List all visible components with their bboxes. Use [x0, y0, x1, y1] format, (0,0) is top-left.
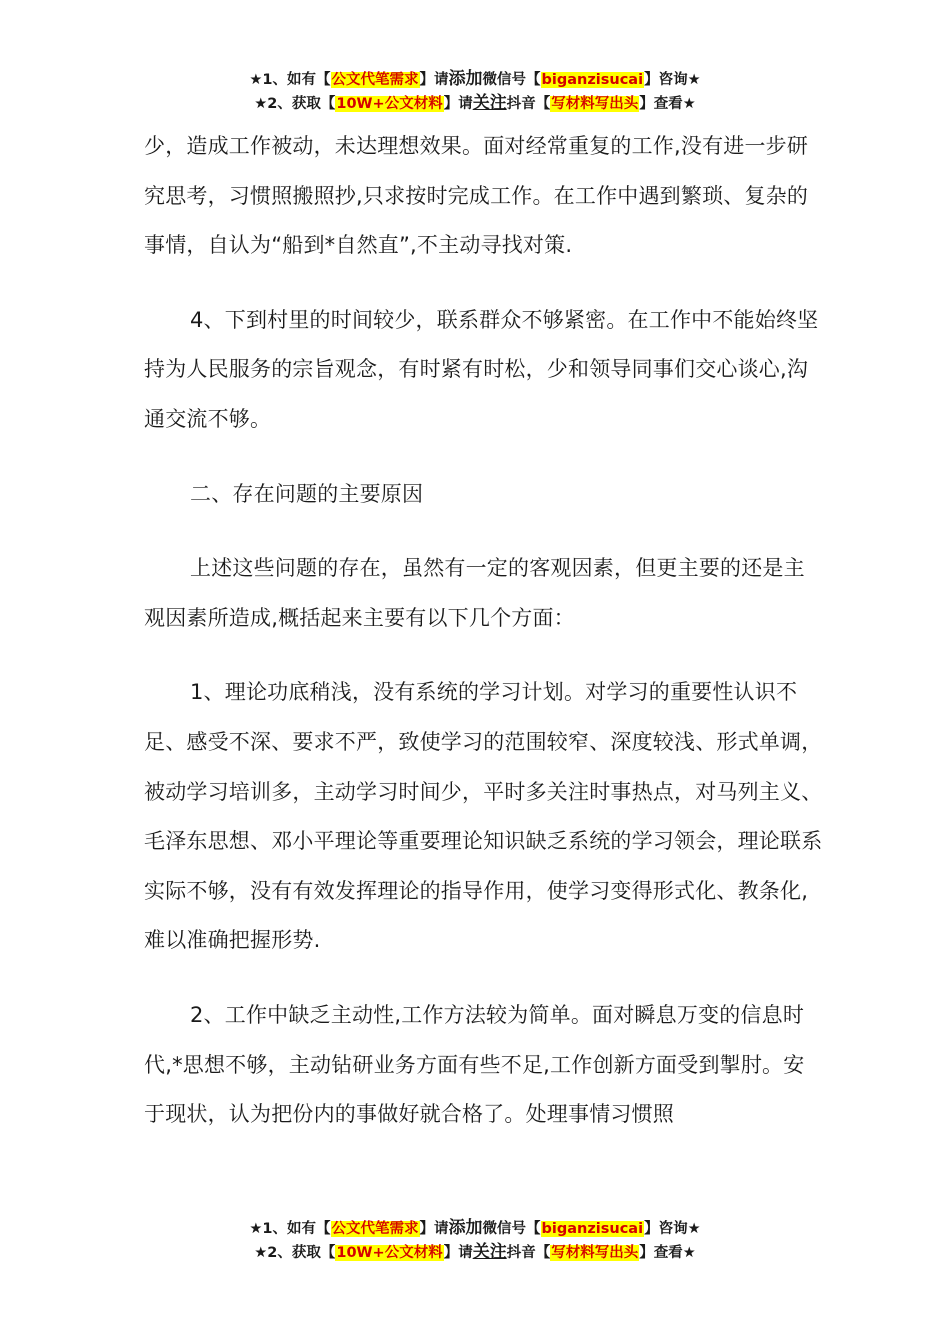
- banner-text: 抖音【: [506, 96, 551, 112]
- paragraph: 2、工作中缺乏主动性,工作方法较为简单。面对瞬息万变的信息时代,*思想不够，主动钻研业务方面有些不足,工作创新方面受到掣肘。安于现状，认为把份内的事做好就合格了。处理事情习惯照: [144, 1002, 805, 1127]
- section-heading: 二、存在问题的主要原因: [190, 481, 424, 506]
- banner-line-1: [0, 1217, 950, 1241]
- banner-text: 】请: [419, 1221, 449, 1237]
- banner-emphasis: 关注: [472, 93, 507, 113]
- banner-emphasis: 添加: [448, 1218, 483, 1238]
- footer-banner: [0, 1217, 950, 1265]
- banner-highlight: biganzisucai: [541, 1221, 644, 1237]
- banner-highlight: 公文代笔需求: [331, 72, 419, 88]
- banner-text: ★2、获取【: [254, 96, 336, 112]
- header-banner: [0, 68, 950, 116]
- banner-highlight: 10W+公文材料: [336, 96, 443, 112]
- document-body: [144, 122, 824, 1165]
- banner-text: 】咨询★: [644, 1221, 701, 1237]
- banner-text: 微信号【: [482, 1221, 541, 1237]
- paragraph: 上述这些问题的存在，虽然有一定的客观因素，但更主要的还是主观因素所造成,概括起来主要有以下几个方面：: [144, 556, 805, 630]
- banner-emphasis: 关注: [472, 1242, 507, 1262]
- banner-highlight: 10W+公文材料: [336, 1245, 443, 1261]
- banner-line-2: [0, 1241, 950, 1265]
- banner-text: 】咨询★: [644, 72, 701, 88]
- banner-text: ★2、获取【: [254, 1245, 336, 1261]
- banner-text: ★1、如有【: [249, 72, 331, 88]
- banner-text: 】请: [443, 1245, 473, 1261]
- paragraph: 4、下到村里的时间较少，联系群众不够紧密。在工作中不能始终坚持为人民服务的宗旨观念，有时紧有时松，少和领导同事们交心谈心,沟通交流不够。: [144, 307, 819, 431]
- banner-text: 】查看★: [639, 96, 696, 112]
- banner-text: 抖音【: [506, 1245, 551, 1261]
- banner-highlight: 写材料写出头: [551, 1245, 639, 1261]
- banner-line-1: [0, 68, 950, 92]
- banner-line-2: [0, 92, 950, 116]
- banner-text: 】请: [419, 72, 449, 88]
- paragraph: 少，造成工作被动，未达理想效果。面对经常重复的工作,没有进一步研究思考，习惯照搬照抄,只求按时完成工作。在工作中遇到繁琐、复杂的事情，自认为“船到*自然直”,不主动寻找对策.: [144, 134, 809, 258]
- paragraph: 1、理论功底稍浅，没有系统的学习计划。对学习的重要性认识不足、感受不深、要求不严，致使学习的范围较窄、深度较浅、形式单调，被动学习培训多，主动学习时间少，平时多关注时事热点，对马列主义、毛泽东思想、邓小平理论等重要理论知识缺乏系统的学习领会，理论联系实际不够，没有有效发挥理论的指导作用，使学习变得形式化、教条化,难以准确把握形势.: [144, 680, 823, 953]
- banner-highlight: biganzisucai: [541, 72, 644, 88]
- banner-highlight: 写材料写出头: [551, 96, 639, 112]
- banner-emphasis: 添加: [448, 69, 483, 89]
- banner-text: ★1、如有【: [249, 1221, 331, 1237]
- banner-highlight: 公文代笔需求: [331, 1221, 419, 1237]
- banner-text: 】查看★: [639, 1245, 696, 1261]
- banner-text: 】请: [443, 96, 473, 112]
- banner-text: 微信号【: [482, 72, 541, 88]
